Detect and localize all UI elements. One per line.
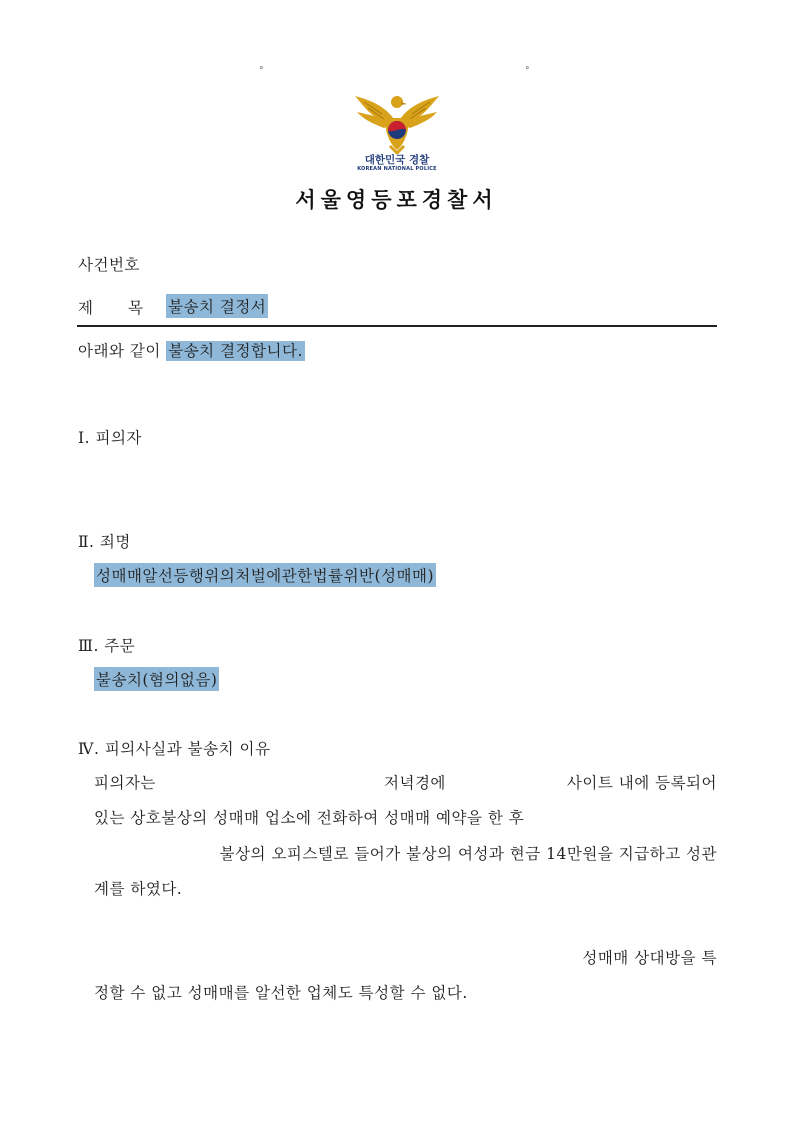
section-1-heading: Ⅰ. 피의자: [78, 429, 142, 447]
section-2-heading: Ⅱ. 죄명: [78, 533, 131, 551]
subject-label-2: 목: [128, 299, 144, 317]
reason-p6: 정할 수 없고 성매매를 알선한 업체도 특성할 수 없다.: [94, 984, 468, 1002]
station-title: 서울영등포경찰서: [295, 187, 498, 212]
top-right-mark: °: [525, 66, 530, 76]
section-3-value: 불송치(혐의없음): [94, 667, 219, 691]
reason-p3: 불상의 오피스텔로 들어가 불상의 여성과 현금 14만원을 지급하고 성관: [219, 845, 717, 863]
intro-highlight: 불송치 결정합니다.: [168, 342, 303, 360]
intro-prefix: 아래와 같이: [78, 342, 167, 360]
reason-p1-seg2: 저녁경에: [384, 774, 446, 792]
section-3-heading: Ⅲ. 주문: [78, 637, 136, 655]
section-2-value: 성매매알선등행위의처벌에관한법률위반(성매매): [94, 563, 436, 587]
reason-p2: 있는 상호불상의 성매매 업소에 전화하여 성매매 예약을 한 후: [94, 809, 525, 827]
header-divider: [77, 325, 717, 327]
reason-p1-seg3: 사이트 내에 등록되어: [566, 774, 717, 792]
eagle-emblem-icon: [352, 92, 442, 154]
reason-p5: 성매매 상대방을 특: [582, 949, 717, 967]
top-left-mark: °: [259, 66, 264, 76]
intro-line: [78, 339, 305, 361]
subject-value: 불송치 결정서: [166, 294, 268, 318]
police-emblem-logo: [352, 92, 442, 174]
logo-text-ko: 대한민국 경찰: [364, 154, 430, 166]
section-4-heading: Ⅳ. 피의사실과 불송치 이유: [78, 740, 271, 758]
case-number-label: 사건번호: [78, 256, 140, 274]
logo-text-en: KOREAN NATIONAL POLICE: [357, 166, 437, 172]
reason-p4: 계를 하였다.: [94, 880, 183, 898]
subject-label-1: 제: [78, 299, 94, 317]
reason-p1-seg1: 피의자는: [94, 774, 156, 792]
